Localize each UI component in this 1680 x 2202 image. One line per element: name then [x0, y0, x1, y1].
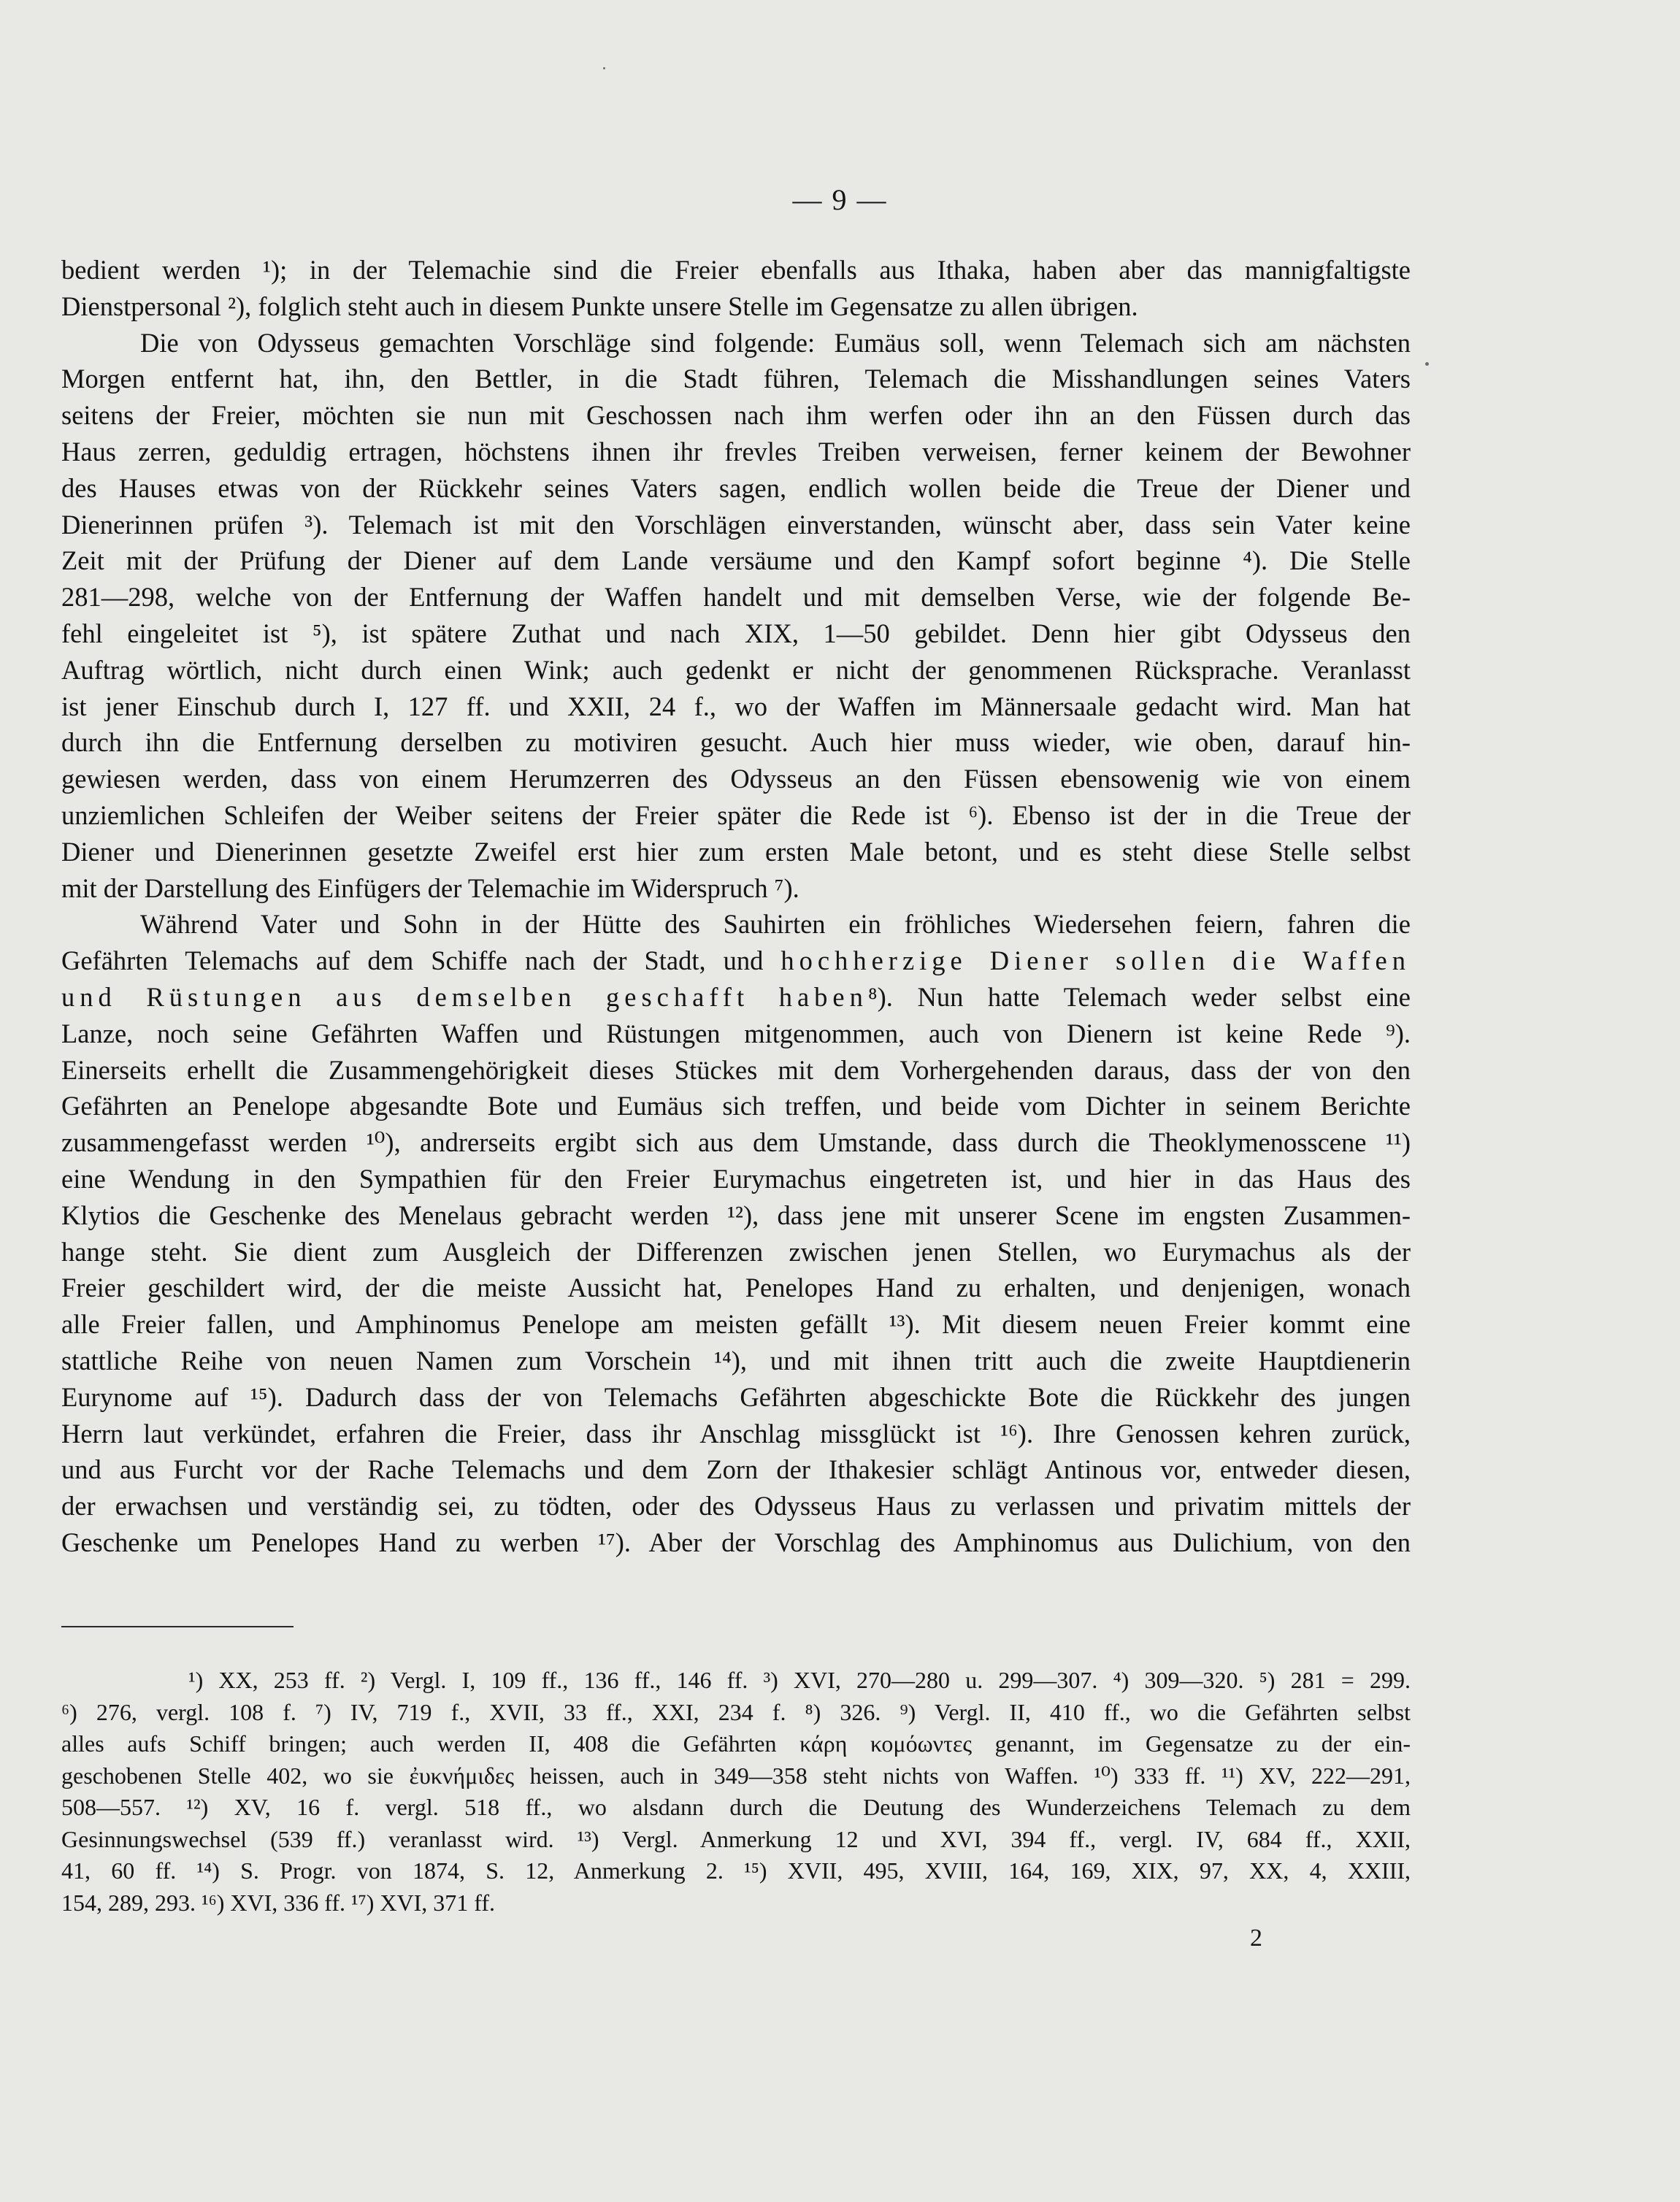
text-line: Die von Odysseus gemachten Vorschläge sind folgende: Eumäus soll, wenn Telemach sich am nächsten [140, 327, 1411, 358]
text-line: Lanze, noch seine Gefährten Waffen und Rüstungen mitgenommen, auch von Dienern ist keine Rede ⁹). [61, 1018, 1411, 1048]
paragraph-1 [61, 252, 1411, 325]
text-line: des Hauses etwas von der Rückkehr seines Vaters sagen, endlich wollen beide die Treue der Diener und [61, 472, 1411, 503]
page-header-number: — 9 — [792, 183, 888, 216]
text-line: fehl eingeleitet ist ⁵), ist spätere Zuthat und nach XIX, 1—50 gebildet. Denn hier gibt Odysseus den [61, 618, 1411, 648]
text-line: Während Vater und Sohn in der Hütte des Sauhirten ein fröhliches Wiedersehen feiern, fahren die [140, 909, 1411, 940]
text-line: Morgen entfernt hat, ihn, den Bettler, in die Stadt führen, Telemach die Misshandlungen seines Vaters [61, 364, 1411, 394]
text-line: unziemlichen Schleifen der Weiber seitens der Freier später die Rede ist ⁶). Ebenso ist der in die Treue der [61, 799, 1411, 830]
text-line: Dienerinnen prüfen ³). Telemach ist mit den Vorschlägen einverstanden, wünscht aber, dass sein Vater keine [61, 509, 1411, 540]
text-line: durch ihn die Entfernung derselben zu motiviren gesucht. Auch hier muss wieder, wie oben, darauf hin- [61, 727, 1411, 758]
text-line: Haus zerren, geduldig ertragen, höchstens ihnen ihr frevles Treiben verweisen, ferner keinem der Bewohner [61, 436, 1411, 467]
text-line [61, 979, 1411, 1016]
text-line: Klytios die Geschenke des Menelaus gebracht werden ¹²), dass jene mit unserer Scene im engsten Zusammen- [61, 1200, 1411, 1230]
sheet-number: 2 [1250, 1925, 1262, 1952]
text-line: Diener und Dienerinnen gesetzte Zweifel erst hier zum ersten Male betont, und es steht diese Stelle selbst [61, 836, 1411, 867]
text-line: Zeit mit der Prüfung der Diener auf dem Lande versäume und den Kampf sofort beginne ⁴). Die Stelle [61, 545, 1411, 576]
text-line: Eurynome auf ¹⁵). Dadurch dass der von Telemachs Gefährten abgeschickte Bote die Rückkehr des jungen [61, 1381, 1411, 1412]
text-line: gewiesen werden, dass von einem Herumzerren des Odysseus an den Füssen ebensowenig wie von einem [61, 764, 1411, 794]
footnote-line: 508—557. ¹²) XV, 16 f. vergl. 518 ff., wo alsdann durch die Deutung des Wunderzeichens Telemach zu dem [61, 1794, 1411, 1820]
text-line: zusammengefasst werden ¹⁰), andrerseits ergibt sich aus dem Umstande, dass durch die Theoklymenosscene ¹¹) [61, 1127, 1411, 1158]
main-text [61, 252, 1411, 1561]
text-line: alle Freier fallen, und Amphinomus Penelope am meisten gefällt ¹³). Mit diesem neuen Freier kommt eine [61, 1309, 1411, 1340]
footnotes [61, 1665, 1411, 1919]
text-line: Dienstpersonal ²), folglich steht auch in diesem Punkte unsere Stelle im Gegensatze zu allen übrigen. [61, 291, 1138, 321]
footnote-line: ⁶) 276, vergl. 108 f. ⁷) IV, 719 f., XVII, 33 ff., XXI, 234 f. ⁸) 326. ⁹) Vergl. II, 410 ff., wo die Gefährten selbst [61, 1698, 1411, 1725]
text-line: ist jener Einschub durch I, 127 ff. und XXII, 24 f., wo der Waffen im Männersaale gedacht wird. Man hat [61, 691, 1411, 721]
text-line [61, 943, 1411, 979]
text-line: der erwachsen und verständig sei, zu tödten, oder des Odysseus Haus zu verlassen und privatim mittels der [61, 1491, 1411, 1522]
footnote-line: geschobenen Stelle 402, wo sie ἐυκνήμιδες heissen, auch in 349—358 steht nichts von Waffen. ¹⁰) 333 ff. ¹¹) XV, 222—291, [61, 1762, 1411, 1789]
text-line: bedient werden ¹); in der Telemachie sind die Freier ebenfalls aus Ithaka, haben aber das mannigfaltigste [61, 255, 1411, 285]
text-line: hange steht. Sie dient zum Ausgleich der Differenzen zwischen jenen Stellen, wo Eurymachus als der [61, 1236, 1411, 1267]
text-line: Auftrag wörtlich, nicht durch einen Wink; auch gedenkt er nicht der genommenen Rücksprache. Veranlasst [61, 654, 1411, 685]
text-line: stattliche Reihe von neuen Namen zum Vorschein ¹⁴), und mit ihnen tritt auch die zweite Hauptdienerin [61, 1345, 1411, 1376]
text-line: seitens der Freier, möchten sie nun mit Geschossen nach ihm werfen oder ihn an den Füssen durch das [61, 400, 1411, 431]
text-line: und aus Furcht vor der Rache Telemachs und dem Zorn der Ithakesier schlägt Antinous vor, entweder diesen, [61, 1454, 1411, 1485]
text-line: Geschenke um Penelopes Hand zu werben ¹⁷). Aber der Vorschlag des Amphinomus aus Dulichium, von den [61, 1527, 1411, 1557]
print-speck [603, 67, 605, 69]
text-line: Freier geschildert wird, der die meiste Aussicht hat, Penelopes Hand zu erhalten, und denjenigen, wonach [61, 1273, 1411, 1303]
paragraph-3 [61, 906, 1411, 1560]
print-speck [1425, 362, 1429, 366]
footnote-separator [61, 1626, 294, 1627]
footnote-line: ¹) XX, 253 ff. ²) Vergl. I, 109 ff., 136 ff., 146 ff. ³) XVI, 270—280 u. 299—307. ⁴) 309—320. ⁵) 281 = 299. [188, 1667, 1411, 1693]
text-line: eine Wendung in den Sympathien für den Freier Eurymachus eingetreten ist, und hier in das Haus des [61, 1163, 1411, 1194]
text-line: 281—298, welche von der Entfernung der Waffen handelt und mit demselben Verse, wie der folgende Be- [61, 582, 1411, 613]
text-fragment: Gefährten Telemachs auf dem Schiffe nach der Stadt, und [61, 945, 764, 976]
spaced-emphasis: und Rüstungen aus demselben geschafft haben [61, 981, 868, 1012]
text-line: mit der Darstellung des Einfügers der Telemachie im Widerspruch ⁷). [61, 872, 799, 903]
footnote-line: alles aufs Schiff bringen; auch werden II, 408 die Gefährten κάρη κομόωντες genannt, im Gegensatze zu der ein- [61, 1730, 1411, 1757]
spaced-emphasis: hochherzige Diener sollen die Waffen [780, 945, 1411, 976]
text-fragment: ⁸). Nun hatte Telemach weder selbst eine [867, 981, 1411, 1012]
text-line: Einerseits erhellt die Zusammengehörigkeit dieses Stückes mit dem Vorhergehenden daraus, dass der von den [61, 1054, 1411, 1085]
footnote-line: Gesinnungswechsel (539 ff.) veranlasst wird. ¹³) Vergl. Anmerkung 12 und XVI, 394 ff., vergl. IV, 684 ff., XXII, [61, 1825, 1411, 1852]
text-line: Gefährten an Penelope abgesandte Bote und Eumäus sich treffen, und beide vom Dichter in seinem Berichte [61, 1091, 1411, 1121]
footnote-line: 41, 60 ff. ¹⁴) S. Progr. von 1874, S. 12, Anmerkung 2. ¹⁵) XVII, 495, XVIII, 164, 169, XIX, 97, XX, 4, XXIII, [61, 1857, 1411, 1884]
footnote-line: 154, 289, 293. ¹⁶) XVI, 336 ff. ¹⁷) XVI, 371 ff. [61, 1889, 496, 1916]
text-line: Herrn laut verkündet, erfahren die Freier, dass ihr Anschlag missglückt ist ¹⁶). Ihre Genossen kehren zurück, [61, 1418, 1411, 1449]
paragraph-2 [61, 325, 1411, 907]
